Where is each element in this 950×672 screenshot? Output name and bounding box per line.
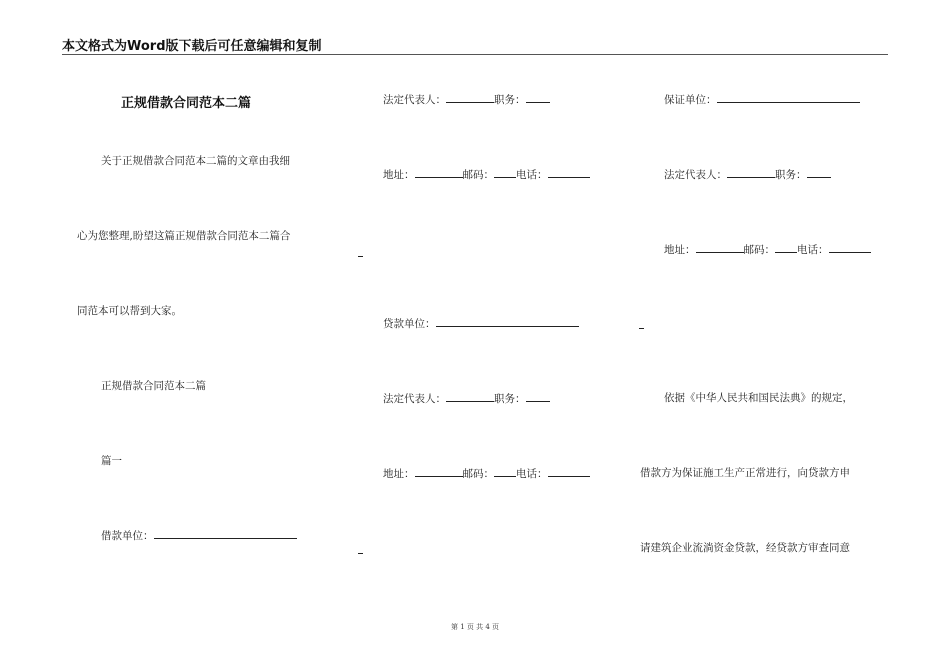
- rep1-job-label: 职务：: [494, 94, 526, 106]
- addr3-blank[interactable]: [696, 242, 744, 253]
- rep3-job-blank[interactable]: [807, 167, 831, 178]
- lender-label: 贷款单位：: [383, 318, 436, 330]
- rep3-line: [664, 167, 831, 182]
- rep2-job-blank[interactable]: [526, 391, 550, 402]
- addr3-label: 地址：: [664, 244, 696, 256]
- addr3-phone-blank[interactable]: [829, 242, 871, 253]
- addr1-line: [383, 167, 590, 182]
- intro-line-3: 同范本可以帮到大家。: [77, 305, 182, 317]
- addr3-phone-label: 电话：: [797, 244, 829, 256]
- lender-line: [383, 316, 579, 331]
- rep3-job-label: 职务：: [775, 169, 807, 181]
- lender-blank[interactable]: [436, 316, 579, 327]
- addr2-phone-blank[interactable]: [548, 466, 590, 477]
- rep1-line: [383, 92, 550, 107]
- subtitle: 正规借款合同范本二篇: [101, 380, 206, 392]
- part-heading: 篇一: [101, 455, 122, 467]
- addr2-blank[interactable]: [415, 466, 463, 477]
- rep2-label: 法定代表人：: [383, 393, 446, 405]
- intro-line-2: 心为您整理,盼望这篇正规借款合同范本二篇合: [77, 230, 291, 242]
- borrower-label: 借款单位：: [101, 530, 154, 542]
- addr3-post-blank[interactable]: [775, 242, 797, 253]
- rep2-name-blank[interactable]: [446, 391, 494, 402]
- intro-line-1: 关于正规借款合同范本二篇的文章由我细: [101, 155, 290, 167]
- rep1-job-blank[interactable]: [526, 92, 550, 103]
- addr1-post-label: 邮码：: [462, 169, 494, 181]
- addr2-label: 地址：: [383, 468, 415, 480]
- guarantor-line: [664, 92, 860, 107]
- addr1-phone-label: 电话：: [516, 169, 548, 181]
- rep1-name-blank[interactable]: [446, 92, 494, 103]
- body-line-3: 请建筑企业流淌资金贷款，经贷款方审查同意: [640, 542, 850, 554]
- addr3-line: [664, 242, 871, 257]
- guarantor-label: 保证单位：: [664, 94, 717, 106]
- addr2-phone-label: 电话：: [516, 468, 548, 480]
- margin-mark: [639, 328, 644, 329]
- page-header: [62, 34, 888, 55]
- rep1-label: 法定代表人：: [383, 94, 446, 106]
- header-text: 本文格式为Word版下载后可任意编辑和复制: [62, 39, 322, 54]
- addr3-post-label: 邮码：: [743, 244, 775, 256]
- addr1-blank[interactable]: [415, 167, 463, 178]
- addr1-post-blank[interactable]: [494, 167, 516, 178]
- rep3-label: 法定代表人：: [664, 169, 727, 181]
- addr1-phone-blank[interactable]: [548, 167, 590, 178]
- page-footer: 第 1 页 共 4 页: [450, 623, 500, 631]
- margin-mark: [358, 256, 363, 257]
- rep2-job-label: 职务：: [494, 393, 526, 405]
- margin-mark: [358, 553, 363, 554]
- addr1-label: 地址：: [383, 169, 415, 181]
- rep3-name-blank[interactable]: [727, 167, 775, 178]
- addr2-line: [383, 466, 590, 481]
- addr2-post-blank[interactable]: [494, 466, 516, 477]
- addr2-post-label: 邮码：: [462, 468, 494, 480]
- body-line-1: 依据《中华人民共和国民法典》的规定，: [664, 392, 853, 404]
- document-title: 正规借款合同范本二篇: [121, 96, 252, 111]
- borrower-line: [101, 528, 297, 543]
- guarantor-blank[interactable]: [717, 92, 860, 103]
- body-line-2: 借款方为保证施工生产正常进行，向贷款方申: [640, 467, 850, 479]
- rep2-line: [383, 391, 550, 406]
- borrower-blank[interactable]: [154, 528, 297, 539]
